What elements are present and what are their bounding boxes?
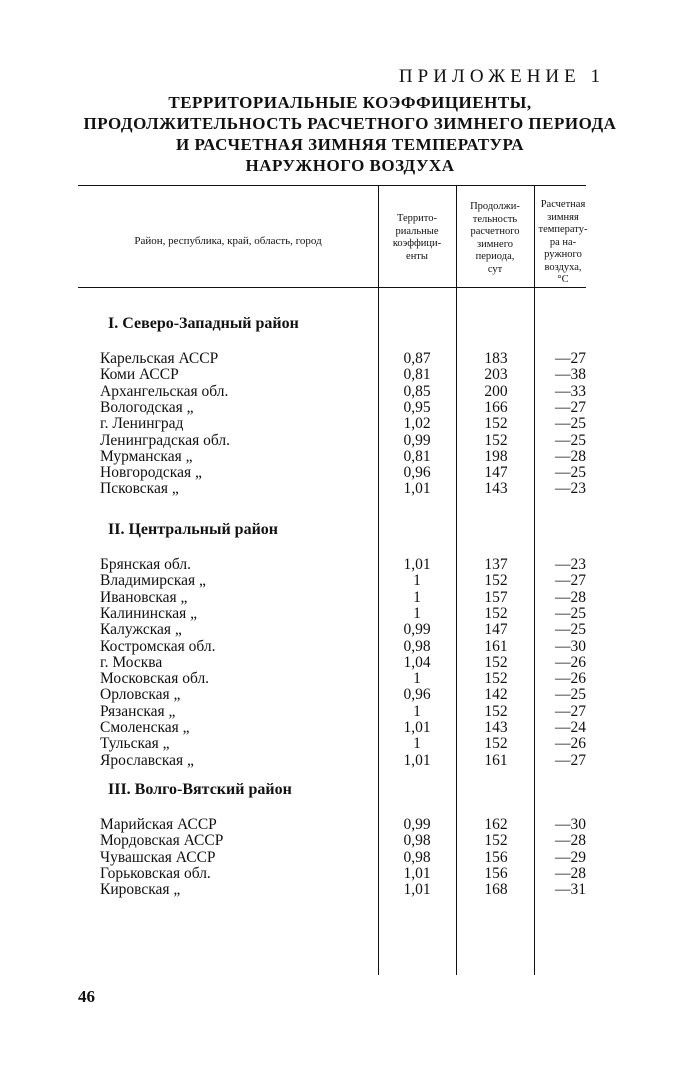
duration-cell: 137 <box>484 556 508 573</box>
table-row <box>78 882 586 898</box>
region-name: Чувашская АССР <box>100 848 216 866</box>
header-line: риальные <box>395 225 439 237</box>
section-heading: II. Центральный район <box>108 521 279 538</box>
coefficient-cell: 1,01 <box>403 864 431 882</box>
temperature-cell: —25 <box>555 686 586 704</box>
duration-cell: 161 <box>484 751 508 769</box>
table-row <box>78 736 586 752</box>
duration-cell: 152 <box>484 415 508 433</box>
table-row <box>78 606 586 622</box>
header-line: ра на- <box>549 236 577 248</box>
coefficient-cell: 0,81 <box>403 447 431 465</box>
page-number: 46 <box>78 987 95 1006</box>
temperature-cell: —25 <box>555 431 586 449</box>
header-duration-column <box>456 201 534 276</box>
table-row <box>78 720 586 736</box>
coefficient-cell: 0,85 <box>403 382 431 400</box>
coefficient-cell: 1,01 <box>403 719 431 736</box>
table-row <box>78 687 586 703</box>
region-name: Кировская „ <box>100 881 181 899</box>
table-row <box>78 481 586 497</box>
header-line: воздуха, <box>544 261 582 273</box>
coefficient-cell: 1,01 <box>403 556 431 573</box>
coefficient-cell: 0,99 <box>403 431 431 449</box>
region-name: Марийская АССР <box>100 816 217 833</box>
region-name: Вологодская „ <box>100 398 194 416</box>
duration-cell: 161 <box>484 637 508 655</box>
table-row <box>78 753 586 769</box>
temperature-cell: —27 <box>555 751 586 769</box>
table-row <box>78 639 586 655</box>
temperature-cell: —25 <box>555 604 586 622</box>
region-name: Московская обл. <box>100 670 210 688</box>
temperature-cell: —29 <box>555 848 586 866</box>
coefficient-cell: 0,98 <box>403 848 431 866</box>
table-row <box>78 833 586 849</box>
region-name: Рязанская „ <box>100 702 176 720</box>
coefficient-cell: 1,01 <box>403 751 431 769</box>
temperature-cell: —24 <box>555 719 586 736</box>
temperature-cell: —28 <box>555 864 586 882</box>
section-heading: III. Волго-Вятский район <box>108 781 292 798</box>
table-row <box>78 351 586 367</box>
table-row <box>78 367 586 383</box>
duration-cell: 162 <box>484 816 508 833</box>
table-row <box>78 416 586 432</box>
table-row <box>78 557 586 573</box>
coefficient-cell: 1 <box>413 588 421 606</box>
coefficient-cell: 1 <box>413 702 421 720</box>
duration-cell: 157 <box>484 588 508 606</box>
region-name: Калужская „ <box>100 621 182 639</box>
table-row <box>78 622 586 638</box>
table-row <box>78 704 586 720</box>
coefficient-cell: 1 <box>413 604 421 622</box>
coefficient-cell: 0,96 <box>403 464 431 482</box>
temperature-cell: —28 <box>555 588 586 606</box>
header-name-column: Район, республика, край, область, город <box>134 235 322 247</box>
region-name: Мордовская АССР <box>100 832 224 850</box>
coefficient-cell: 1,04 <box>403 653 431 671</box>
coefficients-table <box>78 185 586 975</box>
temperature-cell: —28 <box>555 447 586 465</box>
header-line: °С <box>557 274 569 285</box>
coefficient-cell: 0,96 <box>403 686 431 704</box>
temperature-cell: —25 <box>555 464 586 482</box>
duration-cell: 152 <box>484 832 508 850</box>
temperature-cell: —25 <box>555 415 586 433</box>
header-line: Террито- <box>397 213 437 224</box>
region-name: Архангельская обл. <box>100 382 229 400</box>
duration-cell: 156 <box>484 864 508 882</box>
duration-cell: 152 <box>484 735 508 753</box>
table-row <box>78 671 586 687</box>
page-title <box>40 92 660 176</box>
header-line: зимняя <box>547 211 579 223</box>
duration-cell: 152 <box>484 572 508 590</box>
region-name: Ивановская „ <box>100 588 188 606</box>
duration-cell: 147 <box>484 464 508 482</box>
region-name: Псковская „ <box>100 480 179 498</box>
region-name: Орловская „ <box>100 686 181 704</box>
header-line: сут <box>487 263 503 275</box>
temperature-cell: —38 <box>555 366 586 384</box>
duration-cell: 152 <box>484 670 508 688</box>
table-row <box>78 590 586 606</box>
region-name: Горьковская обл. <box>100 864 211 882</box>
coefficient-cell: 0,98 <box>403 637 431 655</box>
title-line: НАРУЖНОГО ВОЗДУХА <box>245 156 455 175</box>
table-row <box>78 866 586 882</box>
coefficient-cell: 1 <box>413 735 421 753</box>
coefficient-cell: 0,99 <box>403 816 431 833</box>
duration-cell: 168 <box>484 881 508 899</box>
coefficient-cell: 0,87 <box>403 350 431 367</box>
temperature-cell: —26 <box>555 653 586 671</box>
table-row <box>78 817 586 833</box>
coefficient-cell: 1 <box>413 670 421 688</box>
header-line: расчетного <box>470 226 520 237</box>
duration-cell: 152 <box>484 702 508 720</box>
duration-cell: 142 <box>484 686 508 704</box>
temperature-cell: —23 <box>555 480 586 498</box>
coefficient-cell: 1,01 <box>403 881 431 899</box>
table-row <box>78 850 586 866</box>
temperature-cell: —25 <box>555 621 586 639</box>
region-name: Ярославская „ <box>100 751 194 769</box>
table-row <box>78 400 586 416</box>
temperature-cell: —31 <box>555 881 586 899</box>
duration-cell: 152 <box>484 604 508 622</box>
header-coef-column <box>378 213 456 263</box>
table-row <box>78 465 586 481</box>
temperature-cell: —27 <box>555 350 586 367</box>
title-line: И РАСЧЕТНАЯ ЗИМНЯЯ ТЕМПЕРАТУРА <box>176 135 524 154</box>
duration-cell: 200 <box>484 382 508 400</box>
header-bottom-rule <box>78 287 586 288</box>
title-line: ТЕРРИТОРИАЛЬНЫЕ КОЭФФИЦИЕНТЫ, <box>168 93 532 112</box>
region-name: Владимирская „ <box>100 572 206 590</box>
temperature-cell: —23 <box>555 556 586 573</box>
title-line: ПРОДОЛЖИТЕЛЬНОСТЬ РАСЧЕТНОГО ЗИМНЕГО ПЕРИОДА <box>83 114 617 133</box>
table-row <box>78 433 586 449</box>
temperature-cell: —26 <box>555 670 586 688</box>
region-name: г. Ленинград <box>100 415 184 433</box>
duration-cell: 152 <box>484 653 508 671</box>
table-row <box>78 384 586 400</box>
region-name: Новгородская „ <box>100 464 202 482</box>
region-name: Брянская обл. <box>100 556 191 573</box>
temperature-cell: —28 <box>555 832 586 850</box>
header-line: Расчетная <box>540 199 586 210</box>
temperature-cell: —26 <box>555 735 586 753</box>
coefficient-cell: 0,95 <box>403 398 431 416</box>
table-top-rule <box>78 185 586 186</box>
duration-cell: 166 <box>484 398 508 416</box>
coefficient-cell: 0,98 <box>403 832 431 850</box>
table-row <box>78 573 586 589</box>
header-temp-column <box>534 199 592 287</box>
header-line: ружного <box>544 249 582 260</box>
header-line: температу- <box>538 224 588 235</box>
duration-cell: 152 <box>484 431 508 449</box>
header-line: енты <box>406 250 428 262</box>
duration-cell: 183 <box>484 350 508 367</box>
coefficient-cell: 1,01 <box>403 480 431 498</box>
region-name: г. Москва <box>100 653 163 671</box>
duration-cell: 203 <box>484 366 508 384</box>
header-line: тельность <box>472 213 518 225</box>
duration-cell: 143 <box>484 480 508 498</box>
region-name: Коми АССР <box>100 366 179 384</box>
temperature-cell: —27 <box>555 572 586 590</box>
temperature-cell: —27 <box>555 702 586 720</box>
header-line: коэффици- <box>392 238 442 249</box>
duration-cell: 156 <box>484 848 508 866</box>
table-row <box>78 449 586 465</box>
region-name: Ленинградская обл. <box>100 431 230 449</box>
region-name: Калининская „ <box>100 604 198 622</box>
temperature-cell: —30 <box>555 816 586 833</box>
header-line: периода, <box>475 251 515 262</box>
temperature-cell: —33 <box>555 382 586 400</box>
region-name: Карельская АССР <box>100 350 219 367</box>
header-line: зимнего <box>477 238 513 250</box>
duration-cell: 147 <box>484 621 508 639</box>
section-heading: I. Северо-Западный район <box>108 315 299 332</box>
coefficient-cell: 0,99 <box>403 621 431 639</box>
temperature-cell: —27 <box>555 398 586 416</box>
duration-cell: 198 <box>484 447 508 465</box>
coefficient-cell: 1,02 <box>403 415 431 433</box>
coefficient-cell: 1 <box>413 572 421 590</box>
duration-cell: 143 <box>484 719 508 736</box>
appendix-label: ПРИЛОЖЕНИЕ 1 <box>398 66 605 87</box>
temperature-cell: —30 <box>555 637 586 655</box>
region-name: Костромская обл. <box>100 637 216 655</box>
region-name: Мурманская „ <box>100 447 193 465</box>
coefficient-cell: 0,81 <box>403 366 431 384</box>
region-name: Смоленская „ <box>100 719 190 736</box>
region-name: Тульская „ <box>100 735 170 753</box>
header-line: Продолжи- <box>470 201 520 212</box>
table-row <box>78 655 586 671</box>
